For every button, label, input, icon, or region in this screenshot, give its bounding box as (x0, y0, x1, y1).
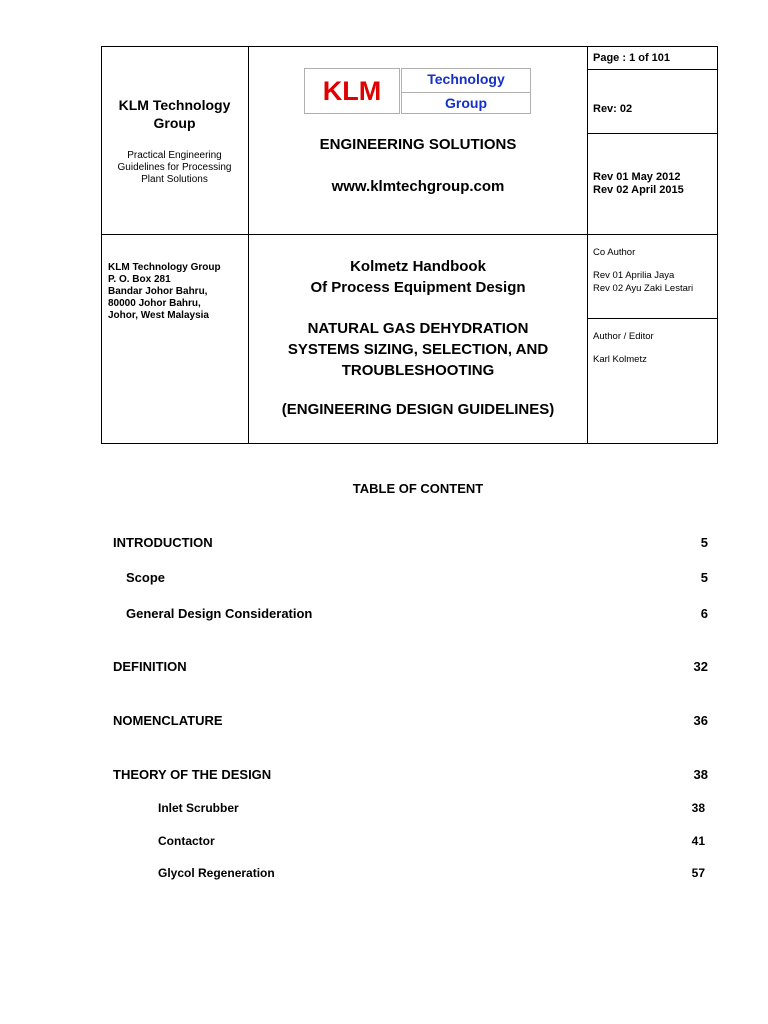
logo-separator (402, 92, 530, 93)
address-line: Johor, West Malaysia (108, 310, 209, 321)
editor-name: Karl Kolmetz (593, 354, 647, 365)
toc-entry-introduction[interactable]: INTRODUCTION (113, 535, 213, 550)
klm-logo (304, 68, 532, 116)
toc-entry-scope[interactable]: Scope (126, 570, 166, 585)
header-divider (101, 234, 718, 235)
document-subtitle: (ENGINEERING DESIGN GUIDELINES) (281, 401, 555, 418)
co-author-1: Rev 01 Aprilia Jaya (593, 270, 675, 281)
revision-history-1: Rev 01 May 2012 (593, 171, 681, 183)
toc-page-number: 6 (700, 606, 708, 621)
toc-entry-contactor[interactable]: Contactor (158, 834, 215, 848)
address-line: Bandar Johor Bahru, (108, 286, 208, 297)
website-link[interactable]: www.klmtechgroup.com (331, 178, 505, 195)
toc-entry-nomenclature[interactable]: NOMENCLATURE (113, 713, 223, 728)
handbook-title-line: Of Process Equipment Design (310, 279, 526, 296)
company-tagline: Practical Engineering Guidelines for Processing Plant Solutions (117, 150, 232, 185)
address-line: 80000 Johor Bahru, (108, 298, 201, 309)
header-divider (248, 46, 249, 444)
co-author-label: Co Author (593, 247, 636, 258)
toc-entry-general-design[interactable]: General Design Consideration (126, 606, 313, 621)
company-address (108, 262, 221, 322)
address-line: KLM Technology Group (108, 262, 221, 273)
toc-entry-glycol-regeneration[interactable]: Glycol Regeneration (158, 866, 275, 880)
header-divider (587, 46, 588, 444)
document-title (249, 318, 587, 381)
logo-technology-text: Technology (427, 71, 505, 87)
document-title-line: SYSTEMS SIZING, SELECTION, AND (287, 341, 549, 358)
page-counter: Page : 1 of 101 (593, 52, 671, 64)
co-author-2: Rev 02 Ayu Zaki Lestari (593, 283, 694, 294)
toc-entry-definition[interactable]: DEFINITION (113, 659, 187, 674)
document-title-line: NATURAL GAS DEHYDRATION (307, 320, 529, 337)
document-title-line: TROUBLESHOOTING (341, 362, 495, 379)
logo-right-box (401, 68, 531, 114)
toc-page-number: 5 (700, 535, 708, 550)
toc-page-number: 5 (700, 570, 708, 585)
address-line: P. O. Box 281 (108, 274, 171, 285)
toc-title: TABLE OF CONTENT (352, 481, 484, 496)
editor-label: Author / Editor (593, 331, 654, 342)
toc-page-number: 41 (691, 834, 705, 848)
toc-page-number: 32 (693, 659, 708, 674)
toc-entry-theory[interactable]: THEORY OF THE DESIGN (113, 767, 272, 782)
handbook-title (249, 256, 587, 298)
logo-klm-text: KLM (304, 68, 400, 114)
header-divider (587, 69, 718, 70)
toc-page-number: 36 (693, 713, 708, 728)
toc-page-number: 57 (691, 866, 705, 880)
toc-page-number: 38 (693, 767, 708, 782)
revision-history-2: Rev 02 April 2015 (593, 184, 684, 196)
logo-group-text: Group (445, 95, 487, 111)
toc-page-number: 38 (691, 801, 705, 815)
toc-entry-inlet-scrubber[interactable]: Inlet Scrubber (158, 801, 239, 815)
company-name: KLM Technology Group (118, 97, 231, 131)
handbook-title-line: Kolmetz Handbook (350, 258, 486, 275)
engineering-solutions: ENGINEERING SOLUTIONS (319, 136, 517, 153)
revision: Rev: 02 (593, 103, 633, 115)
header-divider (587, 133, 718, 134)
header-divider (587, 318, 718, 319)
